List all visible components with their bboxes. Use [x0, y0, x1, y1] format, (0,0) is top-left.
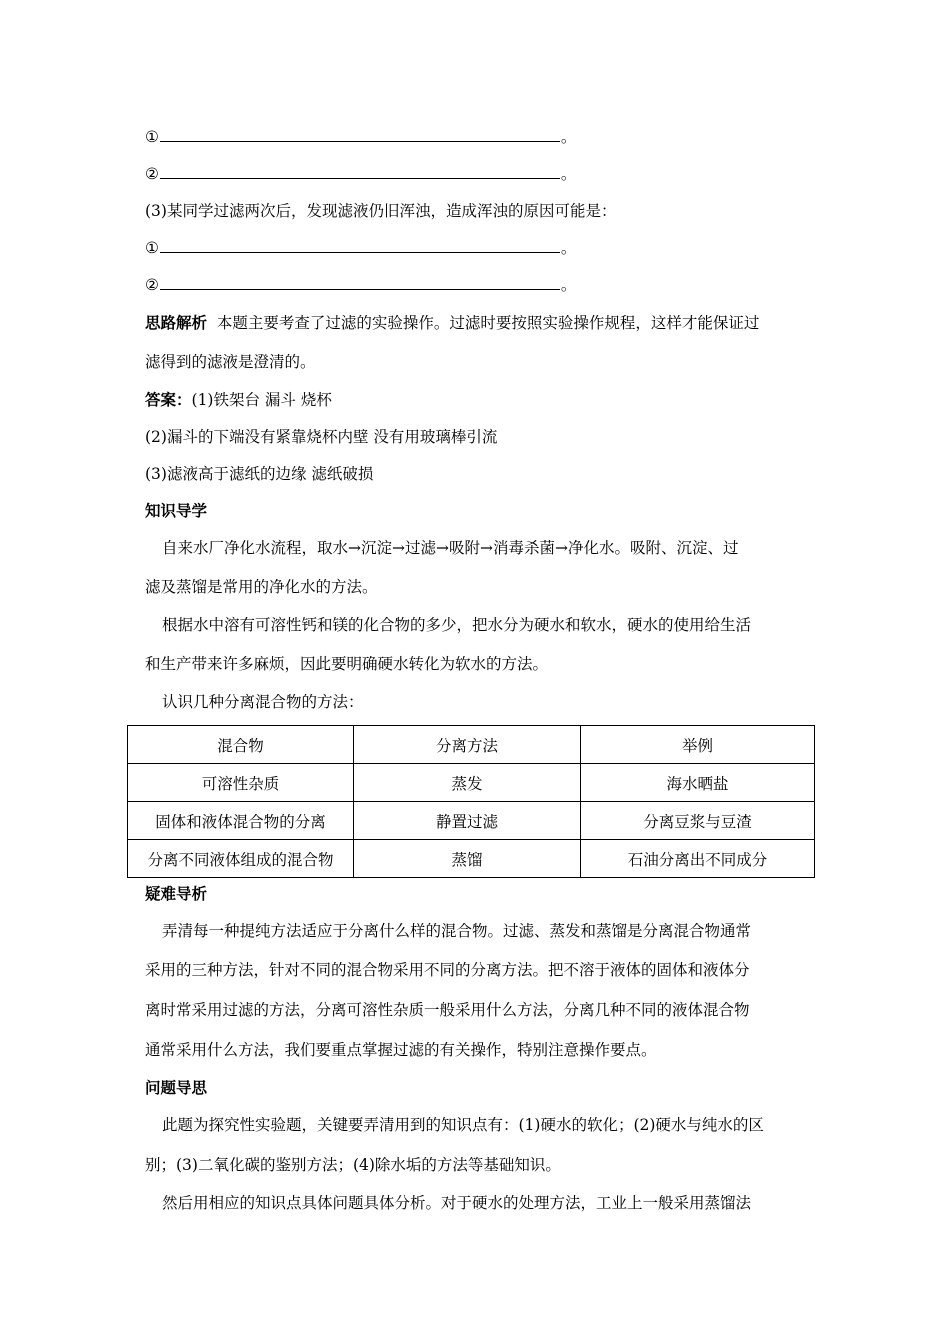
circled-number: ②: [145, 276, 159, 294]
section-heading: 问题导思: [145, 1078, 208, 1097]
table-cell: 蒸发: [354, 764, 581, 802]
table-header-row: [128, 726, 815, 764]
circled-number: ①: [145, 239, 159, 257]
table-cell: 可溶性杂质: [128, 764, 354, 802]
paragraph-line: 通常采用什么方法，我们要重点掌握过滤的有关操作，特别注意操作要点。: [145, 1041, 657, 1059]
analysis-text: 本题主要考查了过滤的实验操作。过滤时要按照实验操作规程，这样才能保证过: [216, 314, 760, 332]
answer-blank-line: [145, 127, 576, 147]
circled-number: ①: [145, 128, 159, 146]
section-heading: 疑难导析: [145, 884, 208, 903]
table-cell: 静置过滤: [354, 802, 581, 840]
answer-blank-line: [145, 275, 576, 295]
answer-blank-line: [145, 164, 576, 184]
paragraph-line: 采用的三种方法，针对不同的混合物采用不同的分离方法。把不溶于液体的固体和液体分: [145, 961, 750, 979]
analysis-line: [145, 313, 759, 333]
answer-blank-line: [145, 238, 576, 258]
table-header-cell: 举例: [581, 726, 815, 764]
paragraph-line: 然后用相应的知识点具体问题具体分析。对于硬水的处理方法，工业上一般采用蒸馏法: [162, 1194, 752, 1212]
period: 。: [560, 165, 577, 183]
paragraph-line: 离时常采用过滤的方法，分离可溶性杂质一般采用什么方法，分离几种不同的液体混合物: [145, 1001, 750, 1019]
answer-blank[interactable]: [160, 165, 560, 179]
answer-blank[interactable]: [160, 276, 560, 290]
paragraph-line: 弄清每一种提纯方法适应于分离什么样的混合物。过滤、蒸发和蒸馏是分离混合物通常: [162, 922, 752, 940]
table-header-cell: 混合物: [128, 726, 354, 764]
paragraph-line: 滤及蒸馏是常用的净化水的方法。: [145, 578, 378, 596]
table-cell: 蒸馏: [354, 840, 581, 878]
analysis-label: 思路解析: [145, 313, 208, 332]
paragraph-line: 根据水中溶有可溶性钙和镁的化合物的多少，把水分为硬水和软水，硬水的使用给生活: [162, 616, 752, 634]
paragraph-line: 此题为探究性实验题，关键要弄清用到的知识点有：(1)硬水的软化；(2)硬水与纯水的区: [162, 1116, 764, 1134]
answer-text: (3)滤液高于滤纸的边缘 滤纸破损: [145, 465, 374, 483]
table-header-cell: 分离方法: [354, 726, 581, 764]
question-3-text: (3)某同学过滤两次后，发现滤液仍旧浑浊，造成浑浊的原因可能是：: [145, 202, 617, 220]
paragraph-line: 和生产带来许多麻烦，因此要明确硬水转化为软水的方法。: [145, 655, 549, 673]
answer-line: [145, 390, 332, 410]
table-cell: 分离豆浆与豆渣: [581, 802, 815, 840]
table-row: [128, 802, 815, 840]
paragraph-line: 自来水厂净化水流程，取水→沉淀→过滤→吸附→消毒杀菌→净化水。吸附、沉淀、过: [162, 539, 739, 557]
period: 。: [560, 239, 577, 257]
period: 。: [560, 128, 577, 146]
circled-number: ②: [145, 165, 159, 183]
answer-blank[interactable]: [160, 239, 560, 253]
table-cell: 固体和液体混合物的分离: [128, 802, 354, 840]
answer-blank[interactable]: [160, 128, 560, 142]
table-row: [128, 840, 815, 878]
section-heading: 知识导学: [145, 501, 208, 520]
answer-label: 答案：: [145, 390, 192, 409]
table-row: [128, 764, 815, 802]
answer-text: (2)漏斗的下端没有紧靠烧杯内壁 没有用玻璃棒引流: [145, 428, 498, 446]
period: 。: [560, 276, 577, 294]
analysis-text-continued: 滤得到的滤液是澄清的。: [145, 353, 316, 371]
table-cell: 海水晒盐: [581, 764, 815, 802]
answer-text: (1)铁架台 漏斗 烧杯: [191, 391, 332, 409]
paragraph-line: 别；(3)二氧化碳的鉴别方法；(4)除水垢的方法等基础知识。: [145, 1156, 561, 1174]
table-cell: 分离不同液体组成的混合物: [128, 840, 354, 878]
separation-methods-table: [127, 725, 815, 878]
paragraph-line: 认识几种分离混合物的方法：: [162, 693, 364, 711]
table-cell: 石油分离出不同成分: [581, 840, 815, 878]
